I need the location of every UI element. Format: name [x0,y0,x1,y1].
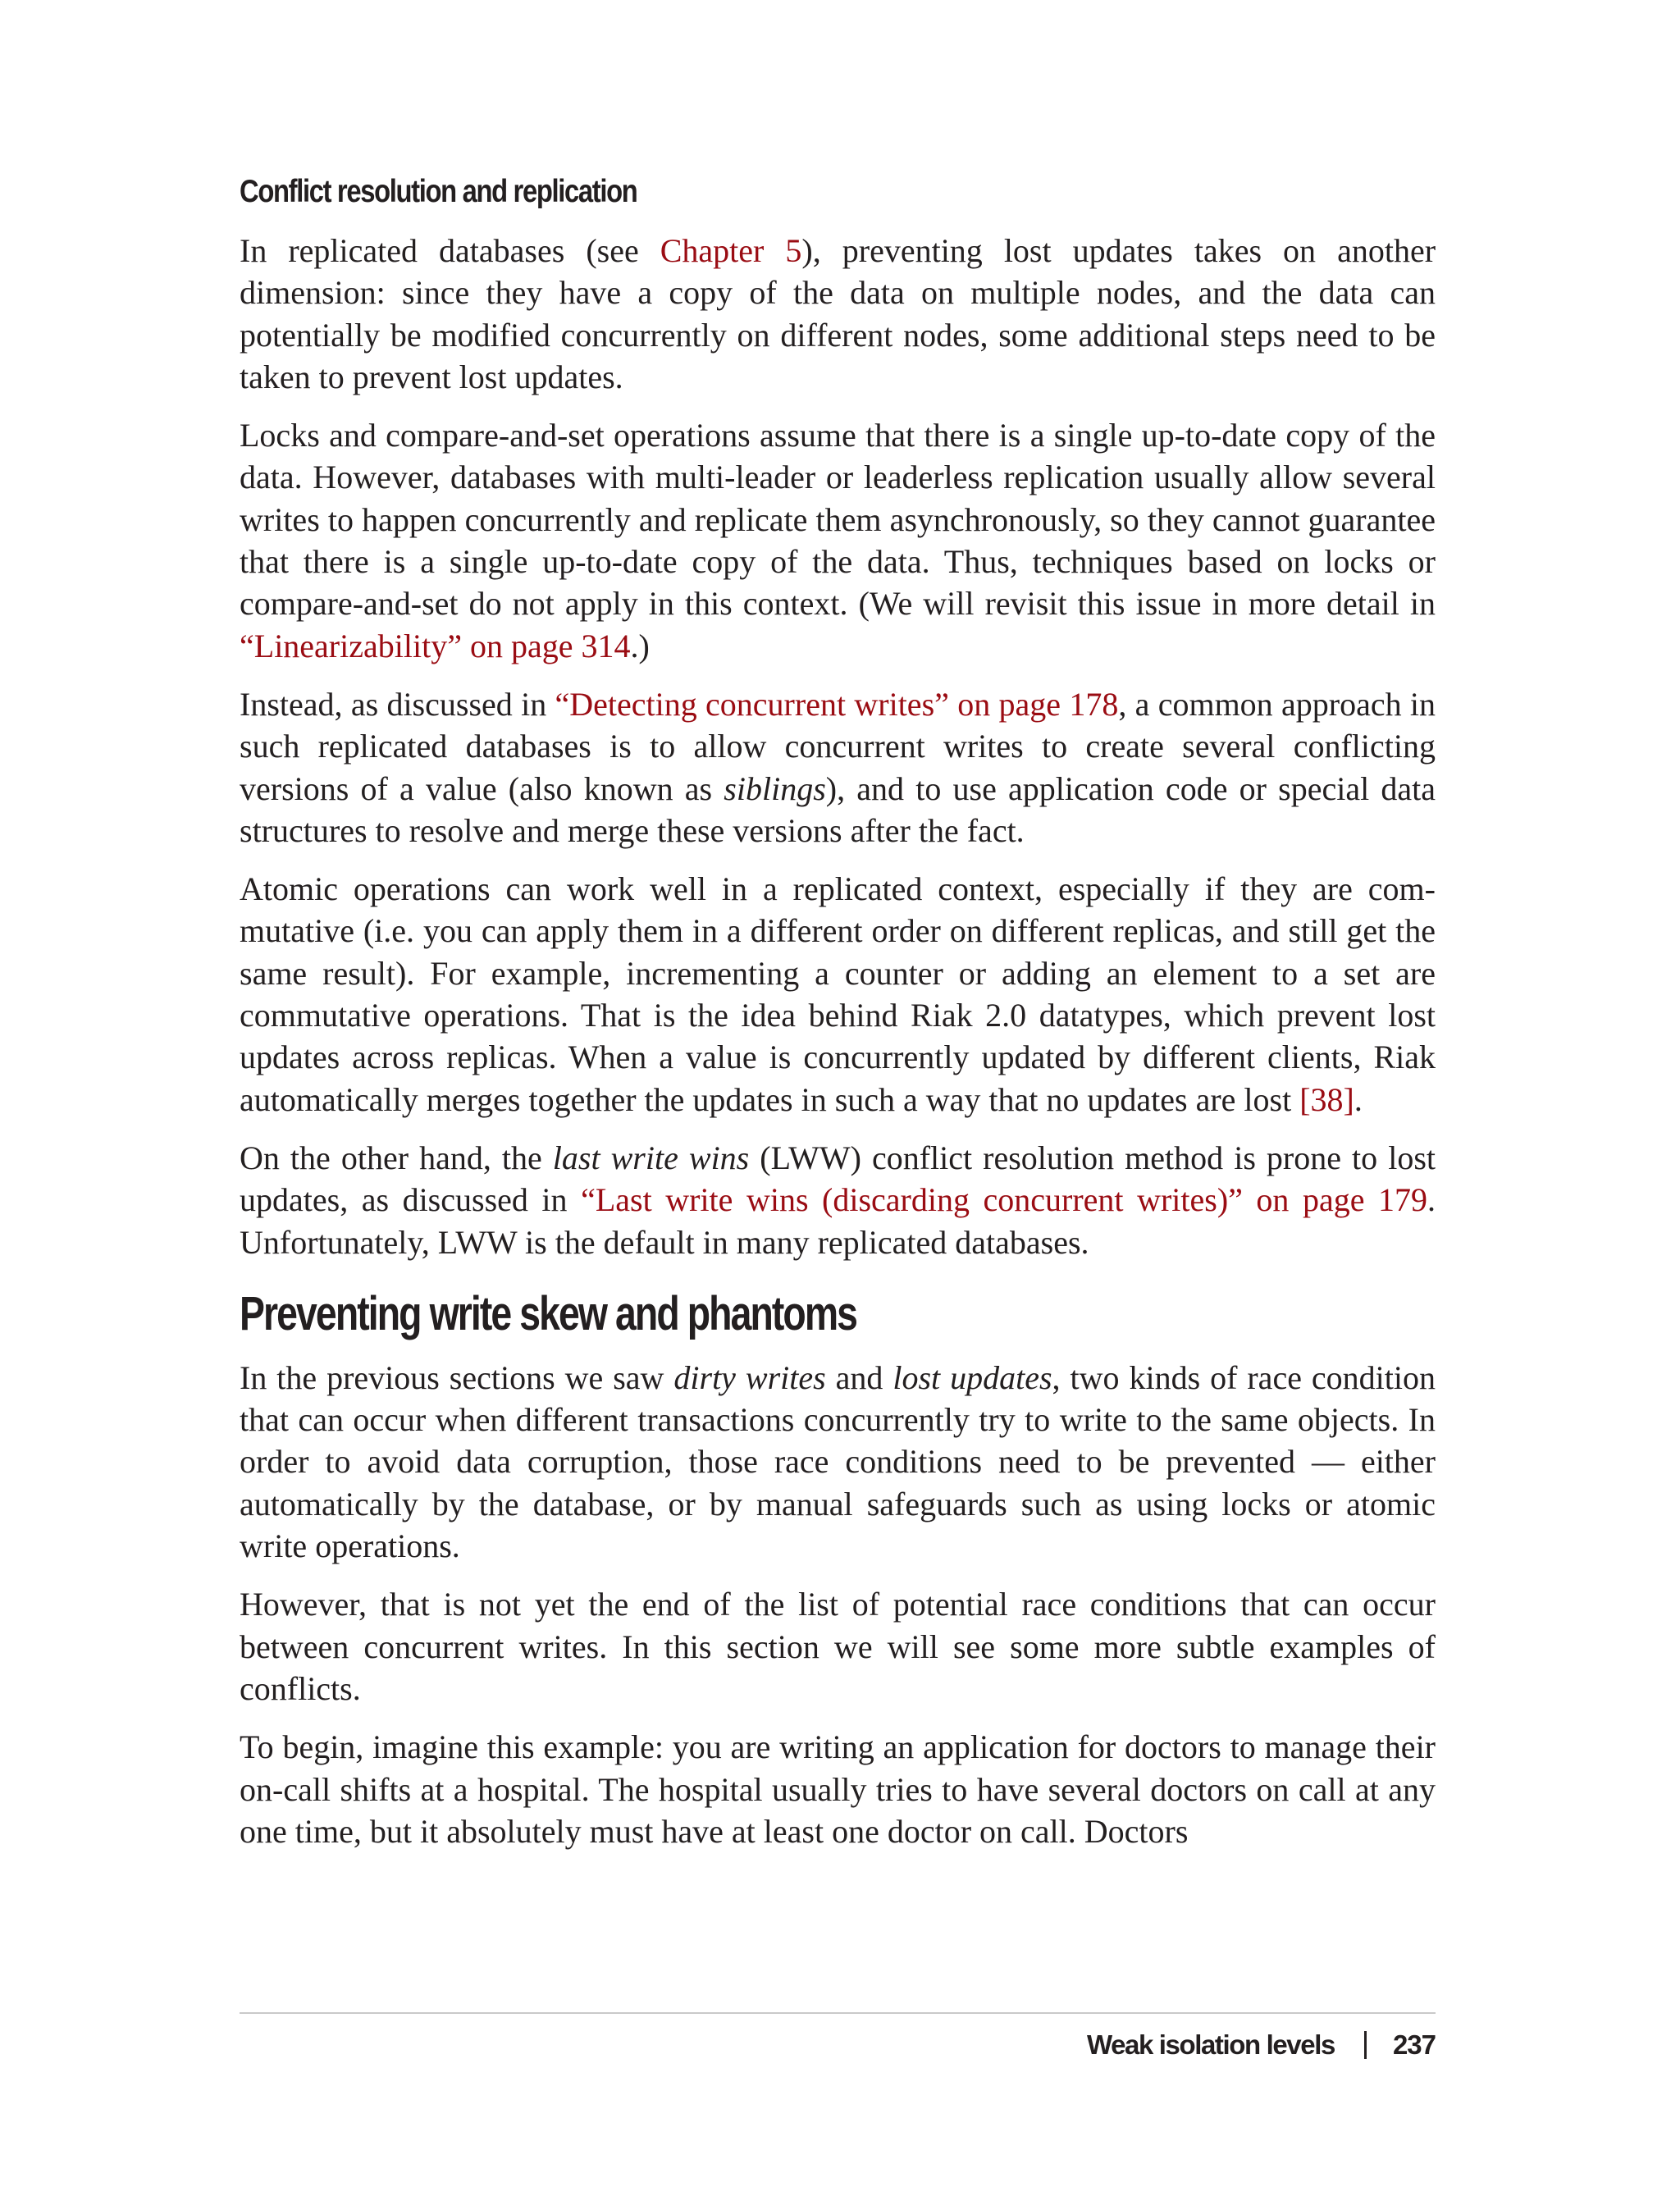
text-run: .) [630,627,650,664]
text-run: ), and to use application code or special data structures to resolve and merge these versions after the fact. [240,769,1436,849]
text-run: (LWW) conflict resolution method is prone to lost updates, as discussed in [240,1139,1436,1219]
paragraph-6 [240,1357,1436,1567]
footer-separator [1364,2031,1367,2059]
page-body [240,172,1436,1869]
text-run: , a common approach in such replicated databases is to allow concurrent writes to create several conflicting versions of a value (also known as [240,685,1436,807]
emphasis-siblings: siblings [724,769,826,807]
emphasis-dirty-writes: dirty writes [673,1358,826,1396]
linearizability-link[interactable]: “Linearizability” on page 314 [240,627,631,664]
text-run: ), preventing lost updates takes on another dimension: since they have a copy of the data on multiple nodes, and the data can potentially be modified concurrently on different nodes, some additional steps need to be taken to prevent lost updates. [240,232,1436,395]
footer-title: Weak isolation levels [1086,2029,1335,2060]
text-run: and [825,1358,893,1396]
text-run: Locks and compare-and-set operations assume that there is a single up-to-date copy of the data. However, databases with multi-leader or leaderless replication usually allow several writes to happen concurrently and replicate them asynchronously, so they cannot guarantee that there is a single up-to-date copy of the data. Thus, techniques based on locks or compare-and-set do not apply in this context. (We will revisit this issue in more detail in [240,417,1436,623]
text-run: . Unfortunately, LWW is the default in many replicated databases. [240,1181,1436,1261]
paragraph-2 [240,414,1436,667]
section-heading: Preventing write skew and phantoms [240,1286,857,1340]
text-run: , two kinds of race condition that can occur when different transactions concurrently try to write to the same objects. In order to avoid data corruption, those race conditions need to be prevented — either automatically by the database, or by manual safeguards such as using locks or atomic write operations. [240,1358,1436,1565]
page-number: 237 [1392,2029,1436,2060]
text-run: In the previous sections we saw [240,1358,674,1396]
emphasis-lost-updates: lost updates [892,1358,1052,1396]
text-run: On the other hand, the [240,1139,553,1176]
emphasis-last-write-wins: last write wins [552,1139,750,1176]
paragraph-4 [240,868,1436,1121]
subsection-heading: Conflict resolution and replication [240,174,637,209]
text-run: In replicated databases (see [240,232,660,269]
text-run: Instead, as discussed in [240,685,555,723]
detecting-concurrent-writes-link[interactable]: “Detecting concurrent writes” on page 178 [555,685,1119,723]
reference-38-link[interactable]: [38] [1299,1080,1354,1118]
page-footer [1087,2029,1436,2061]
text-run: . [1354,1080,1363,1118]
last-write-wins-link[interactable]: “Last write wins (discarding concurrent writes)” on page 179 [581,1181,1427,1219]
paragraph-3 [240,683,1436,851]
text-run: Atomic operations can work well in a replicated context, especially if they are commutative (i.e. you can apply them in a different order on different replicas, and still get the same result). For example, incrementing a counter or adding an element to a set are commutative operations. That is the idea behind Riak 2.0 datatypes, which prevent lost updates across replicas. When a value is concurrently updated by different clients, Riak automatically merges together the updates in such a way that no updates are lost [240,870,1436,1118]
paragraph-8 [240,1726,1436,1852]
footer-rule [240,2012,1436,2014]
text-run: However, that is not yet the end of the list of potential race conditions that can occur between concurrent writes. In this section we will see some more subtle examples of conflicts. [240,1586,1436,1707]
text-run: To begin, imagine this example: you are writing an application for doctors to manage their on-call shifts at a hospital. The hospital usually tries to have several doctors on call at any one time, but it absolutely must have at least one doctor on call. Doctors [240,1728,1436,1850]
paragraph-5 [240,1137,1436,1263]
paragraph-1 [240,230,1436,398]
chapter-5-link[interactable]: Chapter 5 [660,232,802,269]
paragraph-7 [240,1583,1436,1710]
